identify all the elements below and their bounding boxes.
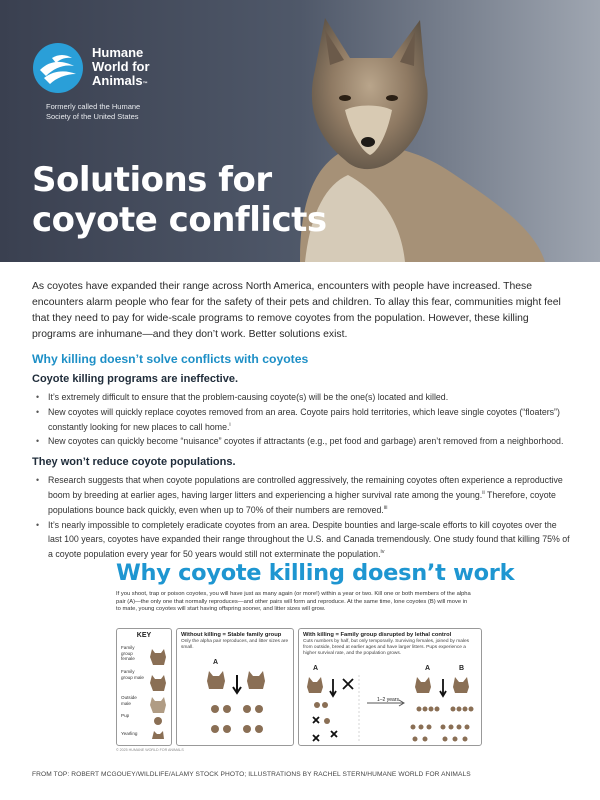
key-box: [116, 628, 172, 746]
hero-banner: [0, 0, 600, 262]
key-coyote-icons: [147, 643, 171, 743]
stable-family-illustration: [185, 667, 289, 743]
org-name: Humane World for Animals™: [92, 44, 150, 88]
footnote-ref[interactable]: i: [229, 421, 231, 428]
footnote-ref[interactable]: ii: [482, 490, 485, 497]
panel-title: With killing = Family group disrupted by lethal control: [303, 632, 452, 638]
footnote-ref[interactable]: iii: [383, 504, 388, 511]
ineffective-list: [32, 390, 572, 449]
key-title: KEY: [136, 632, 152, 639]
section-heading: Why killing doesn’t solve conflicts with coyotes: [32, 352, 309, 366]
infographic-copyright: © 2025 HUMANE WORLD FOR ANIMALS: [116, 748, 184, 752]
populations-list: [32, 473, 572, 562]
disrupted-family-illustration: [303, 673, 479, 745]
infographic-description: If you shoot, trap or poison coyotes, you will have just as many again (or more!) within a year or two. Kill one or both members of the alpha pair (A)—the only one that normally reproduces—and other pairs will form and reproduce. At the same time, lone coyotes (B) will move in to mate, young coyotes will start having offspring sooner, and litter sizes will grow.: [116, 591, 471, 613]
infographic-title: Why coyote killing doesn’t work: [116, 560, 515, 586]
photo-credit: FROM TOP: ROBERT MCGOUEY/WILDLIFE/ALAMY STOCK PHOTO; ILLUSTRATIONS BY RACHEL STERN/HUMANE WORLD FOR ANIMALS: [32, 771, 471, 778]
org-logo[interactable]: [32, 42, 150, 94]
footnote-ref[interactable]: iv: [380, 549, 385, 556]
list-item: • New coyotes will quickly replace coyotes removed from an area. Coyote pairs hold territories, which leave single coyotes (“floaters”) constantly looking for new places to call home.$^i$: [32, 405, 572, 435]
key-label: Pup: [121, 713, 130, 718]
key-label: Outside male: [121, 695, 137, 706]
former-name-note: Formerly called the Humane Society of the United States: [46, 102, 141, 121]
main-content: [32, 279, 572, 562]
list-item: • New coyotes can quickly become “nuisance” coyotes if attractants (e.g., pet food and garbage) aren’t removed from a neighborhood.: [32, 434, 572, 449]
subheading-ineffective: Coyote killing programs are ineffective.: [32, 373, 239, 385]
label-a: A: [425, 665, 431, 672]
list-item: • It’s nearly impossible to completely eradicate coyotes from an area. Despite bounties and large-scale efforts to kill coyotes over the last 100 years, coyotes have expanded their range throughout the U.S. and Canada tremendously. One study found that killing 75% of a coyote population every year for 50 years would still not exterminate the population.$^{iv}$: [32, 518, 572, 562]
label-a: A: [213, 659, 219, 666]
panel-description: Cuts numbers by half, but only temporarily. Surviving females, joined by males from outside, breed at earlier ages and have larger litters. Pups experience a higher survival rate, and the population grows.: [303, 639, 470, 656]
page-title: Solutions for coyote conflicts: [32, 160, 327, 240]
infographic: [116, 560, 515, 752]
label-b: B: [459, 665, 465, 672]
panel-without-killing: [176, 628, 294, 746]
time-label: 1–2 years: [377, 697, 399, 703]
list-item: • Research suggests that when coyote populations are controlled aggressively, the remaining coyotes often experience a reproductive boom by breeding at earlier ages, having larger litters and experiencing a higher survival rate among the young.$^{ii}$ Therefore, coyote populations bounce back quickly, even when up to 70% of their numbers are removed.$^{iii}$: [32, 473, 572, 517]
subheading-populations: They won’t reduce coyote populations.: [32, 456, 236, 469]
intro-paragraph: As coyotes have expanded their range across North America, encounters with people have increased. These encounters alarm people who fear for the safety of their pets and children. To allay this fear, communities might feel that they need to pay for wide-scale programs to remove coyotes from the population. However, these killing programs are inhumane—and they don’t work. Better solutions exist.: [32, 281, 561, 340]
list-item: • It’s extremely difficult to ensure that the problem-causing coyote(s) will be the one(s) located and killed.: [32, 390, 572, 405]
key-label: Family group male: [121, 669, 144, 680]
key-label: Family group female: [121, 645, 135, 661]
panel-with-killing: [298, 628, 482, 746]
panel-description: Only the alpha pair reproduces, and litter sizes are small.: [181, 639, 289, 650]
bird-logo-icon: [32, 42, 84, 94]
panel-title: Without killing = Stable family group: [181, 632, 282, 638]
label-a: A: [313, 665, 319, 672]
key-label: Yearling: [121, 731, 138, 736]
